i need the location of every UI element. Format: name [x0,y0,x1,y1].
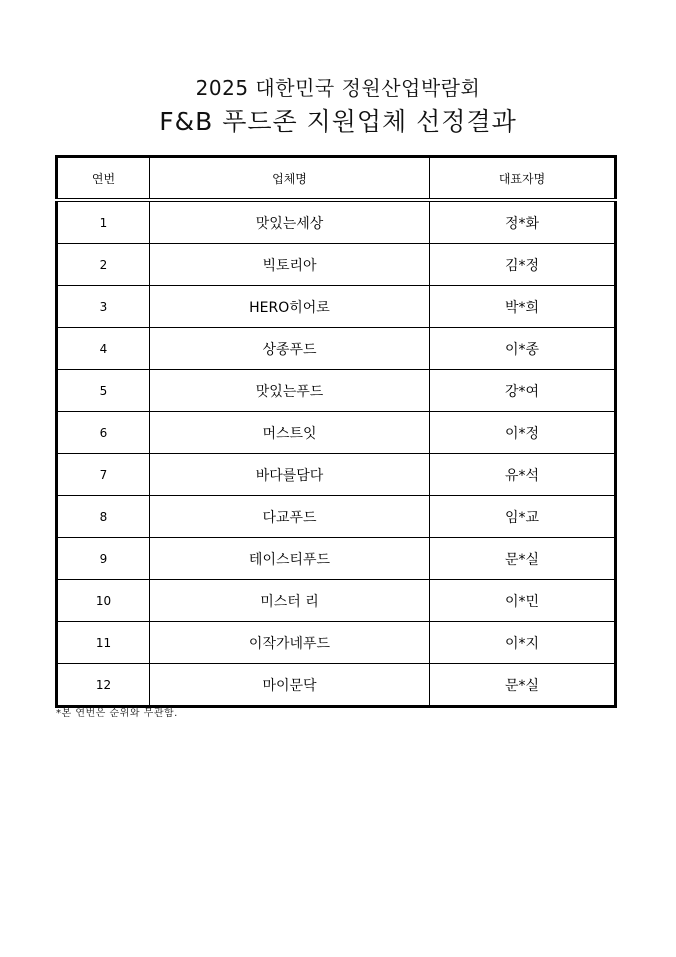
row-number: 9 [57,538,150,580]
table-row [57,412,616,454]
table-row [57,328,616,370]
row-number: 12 [57,664,150,707]
document-title: F&B 푸드존 지원업체 선정결과 [159,107,517,136]
row-number: 8 [57,496,150,538]
company-name: 머스트잇 [150,412,430,454]
representative-name: 이*종 [430,328,616,370]
table-row [57,664,616,707]
company-name: 맛있는푸드 [150,370,430,412]
company-name: 이작가네푸드 [150,622,430,664]
representative-name: 강*여 [430,370,616,412]
table-row [57,538,616,580]
table-header-row [57,157,616,201]
table-row [57,286,616,328]
row-number: 4 [57,328,150,370]
document-subtitle: 2025 대한민국 정원산업박람회 [195,76,481,100]
table-row [57,580,616,622]
company-name: 미스터 리 [150,580,430,622]
company-name: 상종푸드 [150,328,430,370]
table-row [57,622,616,664]
representative-name: 임*교 [430,496,616,538]
representative-name: 이*민 [430,580,616,622]
row-number: 10 [57,580,150,622]
company-name: 빅토리아 [150,244,430,286]
table-row [57,244,616,286]
row-number: 7 [57,454,150,496]
company-name: HERO히어로 [150,286,430,328]
representative-name: 이*정 [430,412,616,454]
company-name: 테이스티푸드 [150,538,430,580]
row-number: 5 [57,370,150,412]
representative-name: 유*석 [430,454,616,496]
row-number: 1 [57,200,150,244]
row-number: 6 [57,412,150,454]
table-row [57,200,616,244]
column-header-representative: 대표자명 [430,157,616,201]
company-name: 다교푸드 [150,496,430,538]
representative-name: 정*화 [430,200,616,244]
table-row [57,454,616,496]
representative-name: 이*지 [430,622,616,664]
footnote: *본 연번은 순위와 무관함. [56,708,178,719]
company-name: 바다를담다 [150,454,430,496]
row-number: 2 [57,244,150,286]
representative-name: 박*희 [430,286,616,328]
representative-name: 문*실 [430,664,616,707]
table-row [57,496,616,538]
company-name: 맛있는세상 [150,200,430,244]
table-row [57,370,616,412]
row-number: 11 [57,622,150,664]
representative-name: 문*실 [430,538,616,580]
row-number: 3 [57,286,150,328]
company-name: 마이문닥 [150,664,430,707]
column-header-company: 업체명 [150,157,430,201]
representative-name: 김*정 [430,244,616,286]
column-header-number: 연번 [57,157,150,201]
results-table [55,155,617,708]
